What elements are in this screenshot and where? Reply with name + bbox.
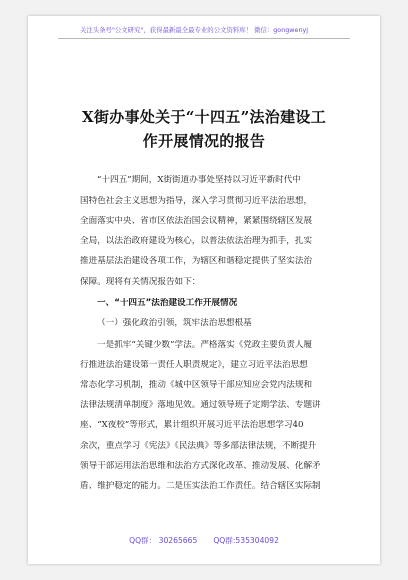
footer-qq-groups	[28, 535, 380, 546]
body-line: 法律法规清单制度》落地见效。通过领导班子定期学法、专题讲	[80, 400, 321, 410]
body-line: 全面落实中央、省市区依法治国会议精神，紧紧围绕辖区发展	[80, 216, 313, 226]
document-title-line-2: 作开展情况的报告	[142, 132, 266, 150]
header-promo-note: 关注头条号"公文研究"，获得最新最全最专业的公文资料库！ 微信：gongwenyj	[80, 26, 309, 34]
body-line: 盾、维护稳定的能力。二是压实法治工作责任。结合辖区实际制	[80, 481, 321, 491]
subsection-heading: （一）强化政治引领，筑牢法治思想根基	[97, 318, 252, 328]
body-line: 余次，重点学习《宪法》《民法典》等多部法律法规，不断提升	[80, 441, 317, 451]
body-line: 保障。现将有关情况报告如下：	[80, 277, 201, 287]
body-line: 领导干部运用法治思维和法治方式深化改革、推动发展、化解矛	[80, 461, 321, 471]
body-line: 行推进法治建设第一责任人职责规定》，建立习近平法治思想	[80, 360, 308, 370]
body-line: 国特色社会主义思想为指导，深入学习贯彻习近平法治思想，	[80, 196, 313, 206]
body-line: 座、“X夜校”等形式，累计组织开展习近平法治思想学习40	[80, 420, 304, 430]
body-line: 推进基层法治建设各项工作，为辖区和谐稳定提供了坚实法治	[80, 256, 313, 266]
body-line: “十四五”期间，X街街道办事处坚持以习近平新时代中	[97, 175, 301, 185]
section-heading: 一、“十四五”法治建设工作开展情况	[97, 298, 238, 308]
header-divider	[58, 38, 350, 39]
document-page	[28, 16, 380, 564]
footer-qq-group-2: QQ群:535304092	[213, 536, 279, 545]
document-title-line-1: X街办事处关于“十四五”法治建设工	[82, 108, 326, 126]
body-line: 一是抓牢“关键少数”学法。严格落实《党政主要负责人履	[97, 340, 313, 350]
body-line: 常态化学习机制，推动《城中区领导干部应知应会党内法规和	[80, 380, 313, 390]
body-line: 全局，以法治政府建设为核心，以普法依法治理为抓手，扎实	[80, 236, 313, 246]
footer-qq-group-1: QQ群： 30265665	[129, 536, 198, 545]
